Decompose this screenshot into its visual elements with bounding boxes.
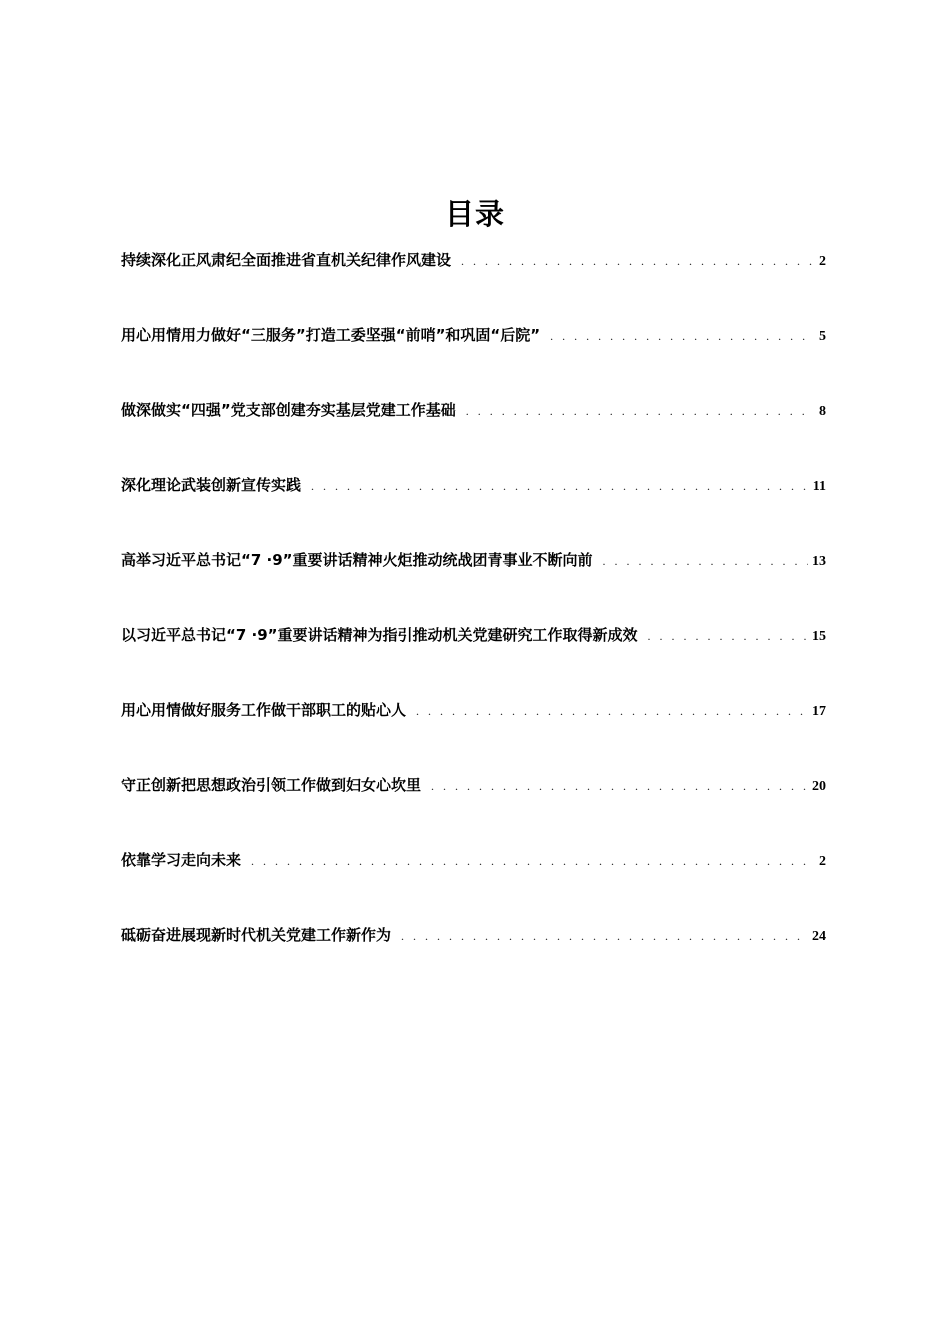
toc-entry-page: 20 xyxy=(812,779,826,794)
toc-entry-title: 做深做实“四强”党支部创建夯实基层党建工作基础 xyxy=(121,401,456,419)
toc-entry-page: 15 xyxy=(812,629,826,644)
toc-entry-page: 5 xyxy=(819,329,826,344)
toc-dot-leader xyxy=(603,549,808,573)
toc-entry-title: 用心用情用力做好“三服务”打造工委坚强“前哨”和巩固“后院” xyxy=(121,326,541,344)
toc-entry-title: 深化理论武装创新宣传实践 xyxy=(121,476,302,494)
toc-entry-page: 24 xyxy=(812,929,826,944)
toc-entry[interactable] xyxy=(121,323,826,398)
toc-dot-leader xyxy=(466,399,812,423)
toc-entry-page: 17 xyxy=(812,704,826,719)
toc-entry[interactable] xyxy=(121,548,826,623)
toc-entry[interactable] xyxy=(121,398,826,473)
toc-entry-title: 高举习近平总书记“7 ·9”重要讲话精神火炬推动统战团青事业不断向前 xyxy=(121,551,593,569)
toc-entry[interactable] xyxy=(121,923,826,998)
toc-dot-leader xyxy=(461,249,812,273)
toc-entry-title: 依靠学习走向未来 xyxy=(121,851,242,869)
toc-dot-leader xyxy=(431,774,808,798)
toc-entry-title: 砥砺奋进展现新时代机关党建工作新作为 xyxy=(121,926,392,944)
toc-entry[interactable] xyxy=(121,623,826,698)
toc-dot-leader xyxy=(401,924,808,948)
toc-entry-title: 持续深化正风肃纪全面推进省直机关纪律作风建设 xyxy=(121,251,452,269)
toc-list xyxy=(121,248,826,998)
toc-entry-page: 11 xyxy=(812,479,826,494)
toc-entry[interactable] xyxy=(121,698,826,773)
toc-dot-leader xyxy=(550,324,812,348)
toc-entry[interactable] xyxy=(121,248,826,323)
toc-dot-leader xyxy=(251,849,812,873)
toc-entry[interactable] xyxy=(121,848,826,923)
toc-title: 目录 xyxy=(444,197,505,231)
toc-entry-page: 8 xyxy=(819,404,826,419)
toc-dot-leader xyxy=(311,474,809,498)
toc-entry[interactable] xyxy=(121,773,826,848)
toc-dot-leader xyxy=(416,699,808,723)
toc-entry-page: 2 xyxy=(819,254,826,269)
toc-entry-title: 守正创新把思想政治引领工作做到妇女心坎里 xyxy=(121,776,422,794)
toc-entry-title: 以习近平总书记“7 ·9”重要讲话精神为指引推动机关党建研究工作取得新成效 xyxy=(121,626,638,644)
toc-entry[interactable] xyxy=(121,473,826,548)
toc-entry-page: 13 xyxy=(812,554,826,569)
toc-entry-page: 2 xyxy=(819,854,826,869)
toc-dot-leader xyxy=(648,624,808,648)
toc-entry-title: 用心用情做好服务工作做干部职工的贴心人 xyxy=(121,701,407,719)
